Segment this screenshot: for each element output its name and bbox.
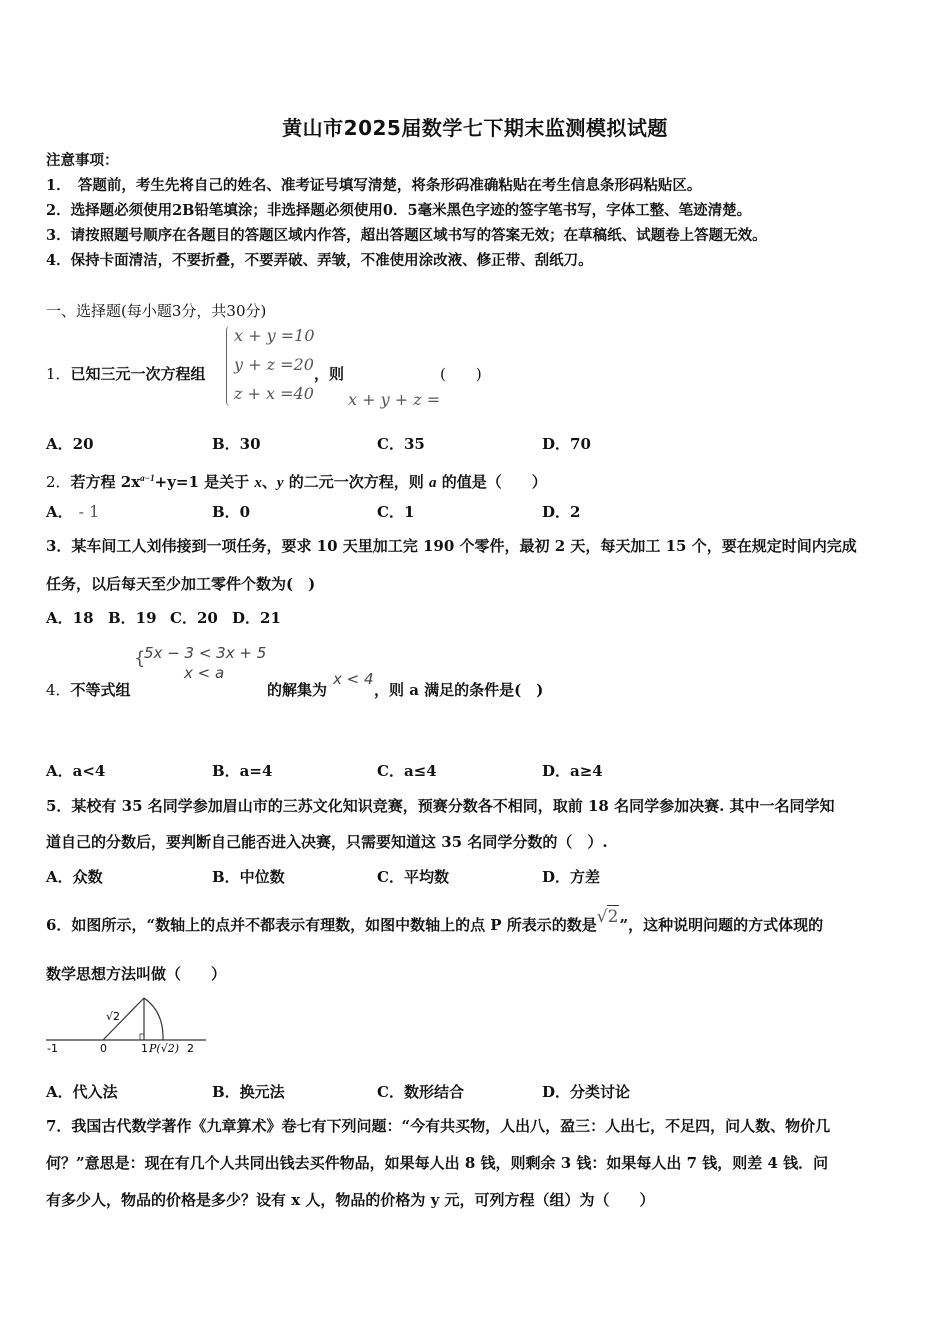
option-c: C．a≤4	[377, 762, 437, 780]
option-d: D．2	[542, 503, 581, 521]
option-b: B．19	[108, 609, 157, 627]
question-3-line-2: 任务，以后每天至少加工零件个数为( )	[46, 575, 316, 593]
question-1-then: ，则	[314, 365, 345, 383]
option-d: D．方差	[542, 868, 601, 886]
option-d: D．a≥4	[542, 762, 603, 780]
section-heading: 一、选择题(每小题3分，共30分)	[46, 302, 267, 320]
brace-icon: {	[134, 648, 146, 669]
question-7-line-2: 何？”意思是：现在有几个人共同出钱去买件物品，如果每人出 8 钱，则剩余 3 钱：如果每人出 7 钱，则差 4 钱．问	[46, 1154, 829, 1172]
option-a: A．a<4	[46, 762, 106, 780]
question-4-text: 不等式组	[70, 681, 131, 699]
question-2-sep: 、	[261, 473, 277, 491]
page-title: 黄山市2025届数学七下期末监测模拟试题	[282, 116, 668, 140]
option-c: C．数形结合	[377, 1083, 464, 1101]
question-7-line-1: 7．我国古代数学著作《九章算术》卷七有下列问题：“今有共买物，人出八，盈三：人出七，不足四，问人数、物价几	[46, 1117, 831, 1135]
option-a-value: - 1	[78, 502, 100, 521]
question-2-a: a	[429, 475, 437, 491]
tick-label-neg1: -1	[47, 1042, 58, 1055]
option-a: A．18	[46, 609, 94, 627]
question-6-post: ”，这种说明问题的方式体现的	[619, 916, 824, 934]
option-b: B．换元法	[212, 1083, 285, 1101]
question-2-number: 2．	[46, 473, 71, 491]
option-d: D．70	[542, 435, 591, 453]
option-c: C．平均数	[377, 868, 449, 886]
right-angle-mark	[140, 1034, 144, 1040]
question-1-stem	[46, 363, 206, 385]
question-5-line-1: 5．某校有 35 名同学参加眉山市的三苏文化知识竞赛，预赛分数各不相同，取前 18 名同学参加决赛. 其中一名同学知	[46, 797, 835, 815]
option-d: D．21	[232, 609, 281, 627]
equation-2: y + z =20	[234, 355, 314, 374]
question-6-line-2: 数学思想方法叫做（ ）	[46, 965, 227, 983]
option-c: C．20	[170, 609, 218, 627]
question-6-sqrt: 2	[607, 907, 619, 927]
notice-item-2: 2．选择题必须使用2B铅笔填涂；非选择题必须使用0．5毫米黑色字迹的签字笔书写，字体工整、笔迹清楚。	[46, 202, 752, 219]
option-a: A．众数	[46, 868, 103, 886]
question-2-pre: 若方程 2x	[70, 473, 141, 491]
notice-item-4: 4．保持卡面清洁，不要折叠，不要弄破、弄皱，不准使用涂改液、修正带、刮纸刀。	[46, 252, 593, 269]
inequality-1: 5x − 3 < 3x + 5	[144, 644, 267, 662]
question-6-pre: 6．如图所示，“数轴上的点并不都表示有理数，如图中数轴上的点 P 所表示的数是	[46, 916, 597, 934]
question-4-mid: 的解集为	[267, 681, 328, 699]
question-2-end: 的值是（ ）	[436, 473, 547, 491]
tick-label-0: 0	[100, 1042, 107, 1055]
option-a: A．代入法	[46, 1083, 118, 1101]
question-7-line-3: 有多少人，物品的价格是多少？设有 x 人，物品的价格为 y 元，可列方程（组）为（ ）	[46, 1191, 655, 1209]
question-4-solution: x < 4	[333, 670, 374, 688]
question-1-text: 已知三元一次方程组	[70, 365, 206, 383]
option-c: C．35	[377, 435, 425, 453]
question-1-blank: ( )	[440, 365, 482, 383]
option-a: A．20	[46, 435, 94, 453]
equation-1: x + y =10	[234, 326, 315, 345]
brace-icon	[226, 326, 231, 406]
question-3-line-1: 3．某车间工人刘伟接到一项任务，要求 10 天里加工完 190 个零件，最初 2 天，每天加工 15 个，要在规定时间内完成	[46, 537, 857, 555]
question-2-post: 的二元一次方程，则	[283, 473, 429, 491]
number-line-figure	[44, 994, 210, 1058]
notice-heading: 注意事项：	[46, 152, 119, 169]
option-c: C．1	[377, 503, 415, 521]
notice-item-3: 3．请按照题号顺序在各题目的答题区域内作答，超出答题区域书写的答案无效；在草稿纸、试题卷上答题无效。	[46, 227, 767, 244]
question-6-line-1: 6．如图所示，“数轴上的点并不都表示有理数，如图中数轴上的点 P 所表示的数是√2”，这种说明问题的方式体现的	[46, 907, 824, 934]
question-4-stem	[46, 679, 131, 701]
question-1-expression: x + y + z =	[348, 390, 441, 409]
hypotenuse-label: √2	[106, 1010, 121, 1023]
inequality-2: x < a	[184, 664, 225, 682]
option-b: B．30	[212, 435, 261, 453]
arc	[144, 998, 163, 1040]
option-b: B．0	[212, 503, 251, 521]
option-a-label: A．	[46, 503, 73, 521]
option-d: D．分类讨论	[542, 1083, 631, 1101]
point-p-label: P(√2)	[149, 1042, 179, 1055]
tick-label-1: 1	[141, 1042, 148, 1055]
question-4-number: 4．	[46, 681, 71, 699]
option-b: B．中位数	[212, 868, 285, 886]
question-2-mid: +y=1 是关于	[154, 473, 255, 491]
question-2-exponent: a−1	[140, 473, 155, 483]
notice-item-1: 1． 答题前，考生先将自己的姓名、准考证号填写清楚，将条形码准确粘贴在考生信息条形码粘贴区。	[46, 177, 702, 194]
question-5-line-2: 道自己的分数后，要判断自己能否进入决赛，只需要知道这 35 名同学分数的（ ）.	[46, 833, 608, 851]
option-a	[46, 501, 99, 523]
question-4-end: ，则 a 满足的条件是( )	[374, 681, 544, 699]
question-2-stem	[46, 467, 547, 494]
question-1-number: 1．	[46, 365, 71, 383]
tick-label-2: 2	[187, 1042, 194, 1055]
equation-3: z + x =40	[234, 384, 314, 403]
question-2-x: x	[254, 475, 262, 491]
question-2-y: y	[276, 475, 284, 491]
option-b: B．a=4	[212, 762, 273, 780]
